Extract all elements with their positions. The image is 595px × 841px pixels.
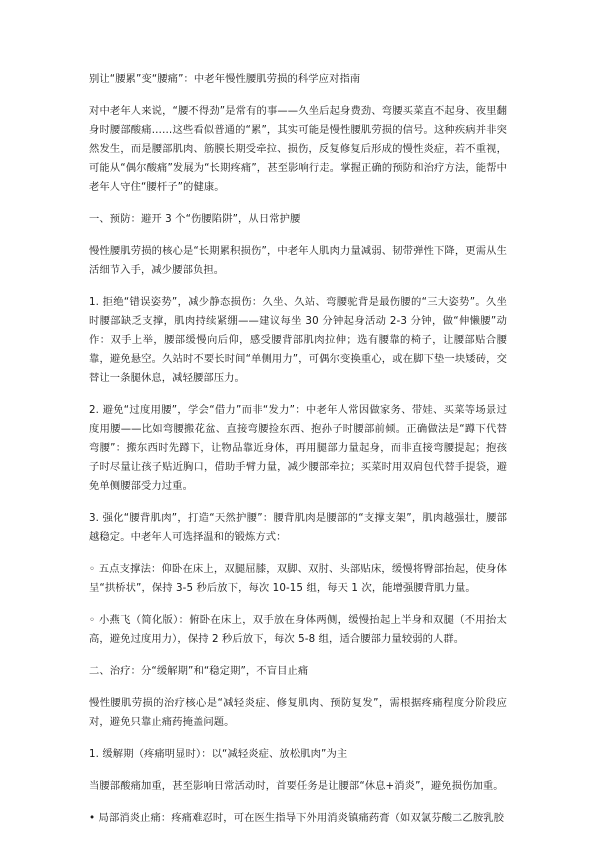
relief-bullet-topical: • 局部消炎止痛：疼痛难忍时，可在医生指导下外用消炎镇痛药膏（如双氯芬酸二乙胺乳胶 xyxy=(89,812,505,824)
document-title: 别让“腰累”变“腰痛”：中老年慢性腰肌劳损的科学应对指南 xyxy=(89,73,361,85)
prevention-point-posture: 1. 拒绝“错误姿势”，减少静态损伤：久坐、久站、弯腰驼背是最伤腰的“三大姿势”。久坐时腰部缺乏支撑，肌肉持续紧绷——建议每坐 30 分钟起身活动 2-3 分钟，做“伸懒腰”动作：双手上举，腰部缓慢向后仰，感受腰背部肌肉拉伸；选有腰靠的椅子，让腰部贴合腰靠，避免悬空。久站时不要长时间“单侧用力”，可偶尔变换重心，或在脚下垫一块矮砖，交替让一条腿休息，减轻腰部压力。 xyxy=(89,296,507,384)
treatment-intro-paragraph: 慢性腰肌劳损的治疗核心是“减轻炎症、修复肌肉、预防复发”，需根据疼痛程度分阶段应对，避免只靠止痛药掩盖问题。 xyxy=(89,697,507,728)
exercise-five-point-support: ◦ 五点支撑法：仰卧在床上，双腿屈膝，双脚、双肘、头部贴床，缓慢将臀部抬起，使身体呈“拱桥状”，保持 3-5 秒后放下，每次 10-15 组，每天 1 次，能增强腰背肌力量。 xyxy=(89,563,507,594)
exercise-swallow-fly: ◦ 小燕飞（简化版）：俯卧在床上，双手放在身体两侧，缓慢抬起上半身和双腿（不用抬太高，避免过度用力），保持 2 秒后放下，每次 5-8 组，适合腰部力量较弱的人群。 xyxy=(89,614,507,645)
article-body xyxy=(89,70,507,828)
phase-heading-relief: 1. 缓解期（疼痛明显时）：以“减轻炎症、放松肌肉”为主 xyxy=(89,748,348,760)
prevention-intro-paragraph: 慢性腰肌劳损的核心是“长期累积损伤”，中老年人肌肉力量减弱、韧带弹性下降，更需从生活细节入手，减少腰部负担。 xyxy=(89,245,507,276)
section-heading-prevention: 一、预防：避开 3 个“伤腰陷阱”，从日常护腰 xyxy=(89,213,301,225)
prevention-point-muscles: 3. 强化“腰背肌肉”，打造“天然护腰”：腰背肌肉是腰部的“支撑支架”，肌肉越强壮，腰部越稳定。中老年人可选择温和的锻炼方式： xyxy=(89,512,507,543)
relief-intro-paragraph: 当腰部酸痛加重，甚至影响日常活动时，首要任务是让腰部“休息+消炎”，避免损伤加重。 xyxy=(89,780,504,792)
section-heading-treatment: 二、治疗：分“缓解期”和“稳定期”，不盲目止痛 xyxy=(89,665,309,677)
intro-paragraph: 对中老年人来说，“腰不得劲”是常有的事——久坐后起身费劲、弯腰买菜直不起身、夜里翻身时腰部酸痛……这些看似普通的“累”，其实可能是慢性腰肌劳损的信号。这种疾病并非突然发生，而是腰部肌肉、筋膜长期受牵拉、损伤，反复修复后形成的慢性炎症，若不重视，可能从“偶尔酸痛”发展为“长期疼痛”，甚至影响行走。掌握正确的预防和治疗方法，能帮中老年人守住“腰杆子”的健康。 xyxy=(89,105,507,193)
prevention-point-lifting: 2. 避免“过度用腰”，学会“借力”而非“发力”：中老年人常因做家务、带娃、买菜等场景过度用腰——比如弯腰搬花盆、直接弯腰捡东西、抱孙子时腰部前倾。正确做法是“蹲下代替弯腰”：搬东西时先蹲下，让物品靠近身体，再用腿部力量起身，而非直接弯腰提起；抱孩子时尽量让孩子贴近胸口，借助手臂力量，减少腰部牵拉；买菜时用双肩包代替手提袋，避免单侧腰部受力过重。 xyxy=(89,404,507,492)
